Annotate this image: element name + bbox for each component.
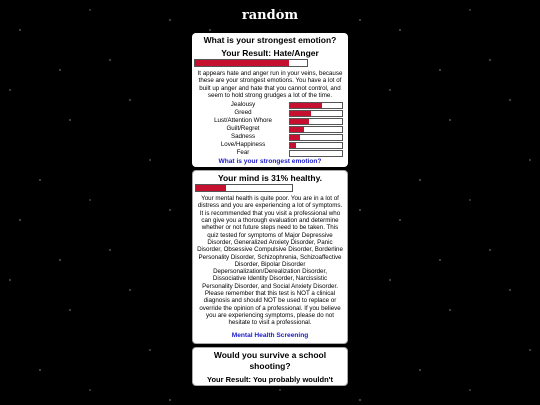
breakdown-bar-fill — [290, 111, 311, 116]
quiz-result-mental-health — [192, 170, 348, 343]
result-bar — [195, 184, 293, 192]
breakdown-bar — [289, 134, 343, 141]
breakdown-bar-fill — [290, 119, 309, 124]
result-bar-fill — [195, 60, 289, 66]
quiz-result: Your Result: Hate/Anger — [221, 48, 319, 58]
breakdown-bar-cell — [289, 101, 343, 109]
breakdown-bar — [289, 150, 343, 157]
breakdown-bar — [289, 126, 343, 133]
breakdown-bar-fill — [290, 127, 304, 132]
breakdown-bar-fill — [290, 143, 296, 148]
breakdown-bar — [289, 110, 343, 117]
breakdown-row — [197, 125, 343, 133]
quiz-title: Your mind is 31% healthy. — [217, 173, 323, 184]
breakdown-row — [197, 149, 343, 157]
result-description: It appears hate and anger run in your veins, because these are your strongest emotions. You have a lot of built up anger and hate that you cannot control, and seem to hold strong grudges a lot of the time. — [197, 70, 343, 99]
breakdown-row — [197, 117, 343, 125]
breakdown-bar-cell — [289, 149, 343, 157]
quiz-result-school-shooting — [192, 347, 348, 386]
breakdown-row — [197, 133, 343, 141]
breakdown-label: Greed — [234, 109, 252, 117]
breakdown-bar-cell — [289, 109, 343, 117]
breakdown-bar — [289, 102, 343, 109]
breakdown-bar-cell — [289, 141, 343, 149]
site-title[interactable]: random — [241, 8, 299, 23]
breakdown-label: Love/Happiness — [220, 141, 266, 149]
breakdown-label: Guilt/Regret — [226, 125, 260, 133]
quiz-result-emotion — [192, 33, 348, 167]
quiz-link[interactable]: What is your strongest emotion? — [218, 158, 322, 166]
breakdown-bar-cell — [289, 133, 343, 141]
breakdown-bar-cell — [289, 125, 343, 133]
result-description: Your mental health is quite poor. You are in a lot of distress and you are experiencing a lot of symptoms. It is recommended that you visit a professional who can give you a thorough evaluation and determine whether or not future steps need to be taken. This quiz tested for symptoms of Major Depressive Disorder, Generalized Anxiety Disorder, Panic Disorder, Obsessive Compulsive Disorder, Borderline Personality Disorder, Schizophrenia, Schizoaffective Disorder, Bipolar Disorder Depersonalization/Derealization Disorder, Dissociative Identity Disorder, Narcissistic Personality Disorder, and Social Anxiety Disorder. Please remember that this test is NOT a clinical diagnosis and should NOT be used to replace or override the opinion of a professional. If you believe you are experiencing symptoms, please do not hesitate to visit a professional. — [197, 195, 343, 327]
breakdown-row — [197, 101, 343, 109]
quiz-link[interactable]: Mental Health Screening — [231, 331, 309, 339]
result-bar-fill — [196, 185, 226, 191]
breakdown-label: Sadness — [230, 133, 256, 141]
emotion-breakdown — [197, 101, 343, 157]
quiz-title: Would you survive a school shooting? — [213, 349, 327, 371]
quiz-result: Your Result: You probably wouldn't — [207, 374, 333, 384]
breakdown-bar-fill — [290, 103, 322, 108]
post-column — [192, 33, 348, 389]
breakdown-label: Lust/Attention Whore — [214, 117, 272, 125]
breakdown-row — [197, 109, 343, 117]
quiz-title: What is your strongest emotion? — [203, 35, 337, 45]
breakdown-bar — [289, 118, 343, 125]
breakdown-bar-cell — [289, 117, 343, 125]
breakdown-row — [197, 141, 343, 149]
breakdown-label: Jealousy — [230, 101, 256, 109]
breakdown-bar — [289, 142, 343, 149]
breakdown-bar-fill — [290, 135, 300, 140]
breakdown-label: Fear — [236, 149, 250, 157]
result-bar — [194, 59, 308, 67]
